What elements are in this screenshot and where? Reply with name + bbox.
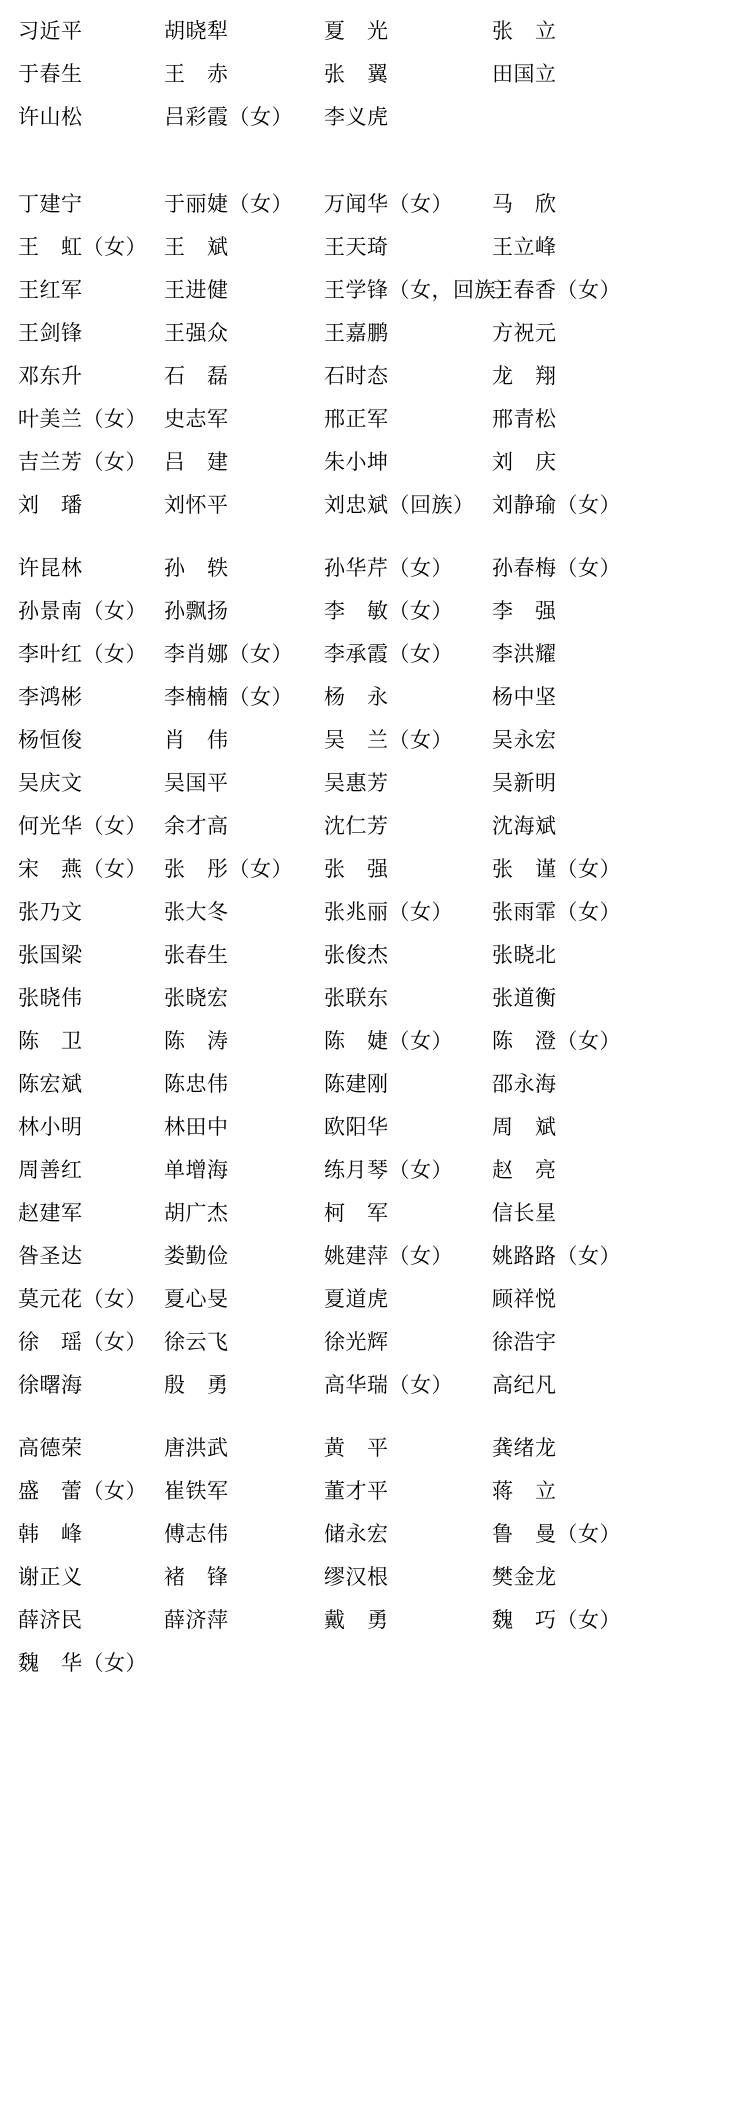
name-cell: 李鸿彬: [18, 685, 83, 709]
name-row: [14, 1020, 736, 1063]
name-cell: 薛济萍: [164, 1608, 229, 1632]
name-cell: 习近平: [18, 19, 83, 43]
name-cell: 姚建萍（女）: [324, 1244, 453, 1268]
name-cell: 王天琦: [324, 235, 389, 259]
name-cell: 夏道虎: [324, 1287, 389, 1311]
name-cell: 李肖娜（女）: [164, 642, 293, 666]
name-cell: 吴庆文: [18, 771, 83, 795]
name-cell: 张国梁: [18, 943, 83, 967]
name-row: [14, 269, 736, 312]
name-cell: 王剑锋: [18, 321, 83, 345]
name-cell: 周 斌: [492, 1115, 557, 1139]
name-cell: 刘怀平: [164, 493, 229, 517]
name-cell: 胡广杰: [164, 1201, 229, 1225]
name-row: [14, 934, 736, 977]
name-cell: 王强众: [164, 321, 229, 345]
name-cell: 高德荣: [18, 1436, 83, 1460]
name-row: [14, 1364, 736, 1407]
name-cell: 石 磊: [164, 364, 229, 388]
name-cell: 高纪凡: [492, 1373, 557, 1397]
name-cell: 朱小坤: [324, 450, 389, 474]
name-cell: 龙 翔: [492, 364, 557, 388]
name-cell: 杨 永: [324, 685, 389, 709]
name-row: [14, 1063, 736, 1106]
name-cell: 李义虎: [324, 105, 389, 129]
name-cell: 张俊杰: [324, 943, 389, 967]
name-cell: 夏心旻: [164, 1287, 229, 1311]
name-row: [14, 1470, 736, 1513]
name-cell: 孙飘扬: [164, 599, 229, 623]
name-cell: 顾祥悦: [492, 1287, 557, 1311]
name-cell: 王 虹（女）: [18, 235, 147, 259]
name-cell: 崔铁军: [164, 1479, 229, 1503]
name-cell: 沈海斌: [492, 814, 557, 838]
name-cell: 孙春梅（女）: [492, 556, 621, 580]
name-cell: 孙 轶: [164, 556, 229, 580]
name-cell: 张 彤（女）: [164, 857, 293, 881]
name-cell: 戴 勇: [324, 1608, 389, 1632]
name-cell: 王 赤: [164, 62, 229, 86]
name-cell: 徐 瑶（女）: [18, 1330, 147, 1354]
name-cell: 林田中: [164, 1115, 229, 1139]
name-cell: 王立峰: [492, 235, 557, 259]
name-cell: 宋 燕（女）: [18, 857, 147, 881]
name-cell: 丁建宁: [18, 192, 83, 216]
name-cell: 陈宏斌: [18, 1072, 83, 1096]
name-cell: 龚绪龙: [492, 1436, 557, 1460]
name-row: [14, 719, 736, 762]
name-cell: 韩 峰: [18, 1522, 83, 1546]
name-cell: 徐曙海: [18, 1373, 83, 1397]
name-cell: 盛 蕾（女）: [18, 1479, 147, 1503]
name-cell: 刘忠斌（回族）: [324, 493, 475, 517]
name-cell: 吴永宏: [492, 728, 557, 752]
name-cell: 沈仁芳: [324, 814, 389, 838]
name-cell: 李 强: [492, 599, 557, 623]
name-cell: 何光华（女）: [18, 814, 147, 838]
name-cell: 邵永海: [492, 1072, 557, 1096]
name-group: [14, 547, 736, 1407]
name-cell: 张乃文: [18, 900, 83, 924]
name-cell: 陈建刚: [324, 1072, 389, 1096]
name-list-content: [14, 10, 736, 1685]
name-cell: 魏 巧（女）: [492, 1608, 621, 1632]
name-cell: 邓东升: [18, 364, 83, 388]
name-cell: 张春生: [164, 943, 229, 967]
name-cell: 薛济民: [18, 1608, 83, 1632]
name-row: [14, 1278, 736, 1321]
name-row: [14, 53, 736, 96]
name-cell: 娄勤俭: [164, 1244, 229, 1268]
name-cell: 李 敏（女）: [324, 599, 453, 623]
name-cell: 杨中坚: [492, 685, 557, 709]
name-row: [14, 891, 736, 934]
name-row: [14, 977, 736, 1020]
name-group: [14, 183, 736, 527]
name-row: [14, 762, 736, 805]
group-spacer: [14, 1407, 736, 1427]
name-cell: 张道衡: [492, 986, 557, 1010]
name-cell: 陈 婕（女）: [324, 1029, 453, 1053]
name-cell: 张雨霏（女）: [492, 900, 621, 924]
name-cell: 许山松: [18, 105, 83, 129]
name-cell: 王 斌: [164, 235, 229, 259]
name-cell: 史志军: [164, 407, 229, 431]
name-cell: 邢青松: [492, 407, 557, 431]
name-cell: 唐洪武: [164, 1436, 229, 1460]
name-cell: 张兆丽（女）: [324, 900, 453, 924]
name-cell: 鲁 曼（女）: [492, 1522, 621, 1546]
name-cell: 魏 华（女）: [18, 1651, 147, 1675]
name-row: [14, 1149, 736, 1192]
name-cell: 殷 勇: [164, 1373, 229, 1397]
name-cell: 张联东: [324, 986, 389, 1010]
name-row: [14, 1106, 736, 1149]
name-cell: 王嘉鹏: [324, 321, 389, 345]
name-group: [14, 1427, 736, 1685]
name-cell: 于丽婕（女）: [164, 192, 293, 216]
name-cell: 张 翼: [324, 62, 389, 86]
name-cell: 许昆林: [18, 556, 83, 580]
name-cell: 樊金龙: [492, 1565, 557, 1589]
name-cell: 吴新明: [492, 771, 557, 795]
name-cell: 王进健: [164, 278, 229, 302]
name-cell: 练月琴（女）: [324, 1158, 453, 1182]
name-cell: 昝圣达: [18, 1244, 83, 1268]
name-cell: 吕 建: [164, 450, 229, 474]
name-cell: 夏 光: [324, 19, 389, 43]
name-cell: 石时态: [324, 364, 389, 388]
name-cell: 张晓伟: [18, 986, 83, 1010]
name-cell: 张 强: [324, 857, 389, 881]
name-cell: 吴惠芳: [324, 771, 389, 795]
name-row: [14, 1642, 736, 1685]
name-cell: 王红军: [18, 278, 83, 302]
name-cell: 刘静瑜（女）: [492, 493, 621, 517]
name-cell: 李楠楠（女）: [164, 685, 293, 709]
name-row: [14, 1321, 736, 1364]
name-row: [14, 1235, 736, 1278]
name-cell: 林小明: [18, 1115, 83, 1139]
name-cell: 周善红: [18, 1158, 83, 1182]
name-row: [14, 676, 736, 719]
name-cell: 徐云飞: [164, 1330, 229, 1354]
name-cell: 张 立: [492, 19, 557, 43]
name-cell: 马 欣: [492, 192, 557, 216]
name-row: [14, 183, 736, 226]
name-cell: 万闻华（女）: [324, 192, 453, 216]
name-cell: 杨恒俊: [18, 728, 83, 752]
name-cell: 肖 伟: [164, 728, 229, 752]
name-cell: 吴 兰（女）: [324, 728, 453, 752]
name-cell: 王春香（女）: [492, 278, 621, 302]
name-row: [14, 590, 736, 633]
name-cell: 刘 璠: [18, 493, 83, 517]
name-cell: 陈忠伟: [164, 1072, 229, 1096]
name-row: [14, 10, 736, 53]
name-row: [14, 355, 736, 398]
group-spacer: [14, 139, 736, 183]
name-cell: 储永宏: [324, 1522, 389, 1546]
name-cell: 方祝元: [492, 321, 557, 345]
name-cell: 信长星: [492, 1201, 557, 1225]
name-row: [14, 1513, 736, 1556]
name-cell: 赵建军: [18, 1201, 83, 1225]
name-cell: 李叶红（女）: [18, 642, 147, 666]
name-cell: 吕彩霞（女）: [164, 105, 293, 129]
name-cell: 赵 亮: [492, 1158, 557, 1182]
name-cell: 余才高: [164, 814, 229, 838]
name-cell: 陈 涛: [164, 1029, 229, 1053]
name-row: [14, 441, 736, 484]
name-row: [14, 633, 736, 676]
name-cell: 胡晓犁: [164, 19, 229, 43]
name-cell: 陈 澄（女）: [492, 1029, 621, 1053]
name-row: [14, 547, 736, 590]
name-cell: 欧阳华: [324, 1115, 389, 1139]
name-cell: 黄 平: [324, 1436, 389, 1460]
name-cell: 徐光辉: [324, 1330, 389, 1354]
name-cell: 褚 锋: [164, 1565, 229, 1589]
name-cell: 吉兰芳（女）: [18, 450, 147, 474]
name-cell: 姚路路（女）: [492, 1244, 621, 1268]
name-row: [14, 805, 736, 848]
name-cell: 高华瑞（女）: [324, 1373, 453, 1397]
name-row: [14, 1427, 736, 1470]
name-row: [14, 848, 736, 891]
name-row: [14, 96, 736, 139]
name-cell: 田国立: [492, 62, 557, 86]
name-cell: 张晓宏: [164, 986, 229, 1010]
name-cell: 张晓北: [492, 943, 557, 967]
name-cell: 单增海: [164, 1158, 229, 1182]
name-row: [14, 398, 736, 441]
name-cell: 傅志伟: [164, 1522, 229, 1546]
name-cell: 邢正军: [324, 407, 389, 431]
name-cell: 谢正义: [18, 1565, 83, 1589]
name-cell: 王学锋（女，回族）: [324, 278, 518, 302]
name-cell: 张 谨（女）: [492, 857, 621, 881]
name-cell: 吴国平: [164, 771, 229, 795]
name-row: [14, 312, 736, 355]
name-row: [14, 1599, 736, 1642]
name-cell: 张大冬: [164, 900, 229, 924]
name-cell: 徐浩宇: [492, 1330, 557, 1354]
name-cell: 蒋 立: [492, 1479, 557, 1503]
name-cell: 孙景南（女）: [18, 599, 147, 623]
name-row: [14, 226, 736, 269]
name-row: [14, 484, 736, 527]
name-cell: 叶美兰（女）: [18, 407, 147, 431]
name-cell: 孙华芹（女）: [324, 556, 453, 580]
group-spacer: [14, 527, 736, 547]
name-cell: 于春生: [18, 62, 83, 86]
name-cell: 缪汉根: [324, 1565, 389, 1589]
name-cell: 李承霞（女）: [324, 642, 453, 666]
name-row: [14, 1192, 736, 1235]
name-cell: 董才平: [324, 1479, 389, 1503]
name-cell: 李洪耀: [492, 642, 557, 666]
name-cell: 莫元花（女）: [18, 1287, 147, 1311]
name-cell: 陈 卫: [18, 1029, 83, 1053]
name-row: [14, 1556, 736, 1599]
name-group: [14, 10, 736, 139]
name-cell: 柯 军: [324, 1201, 389, 1225]
name-cell: 刘 庆: [492, 450, 557, 474]
